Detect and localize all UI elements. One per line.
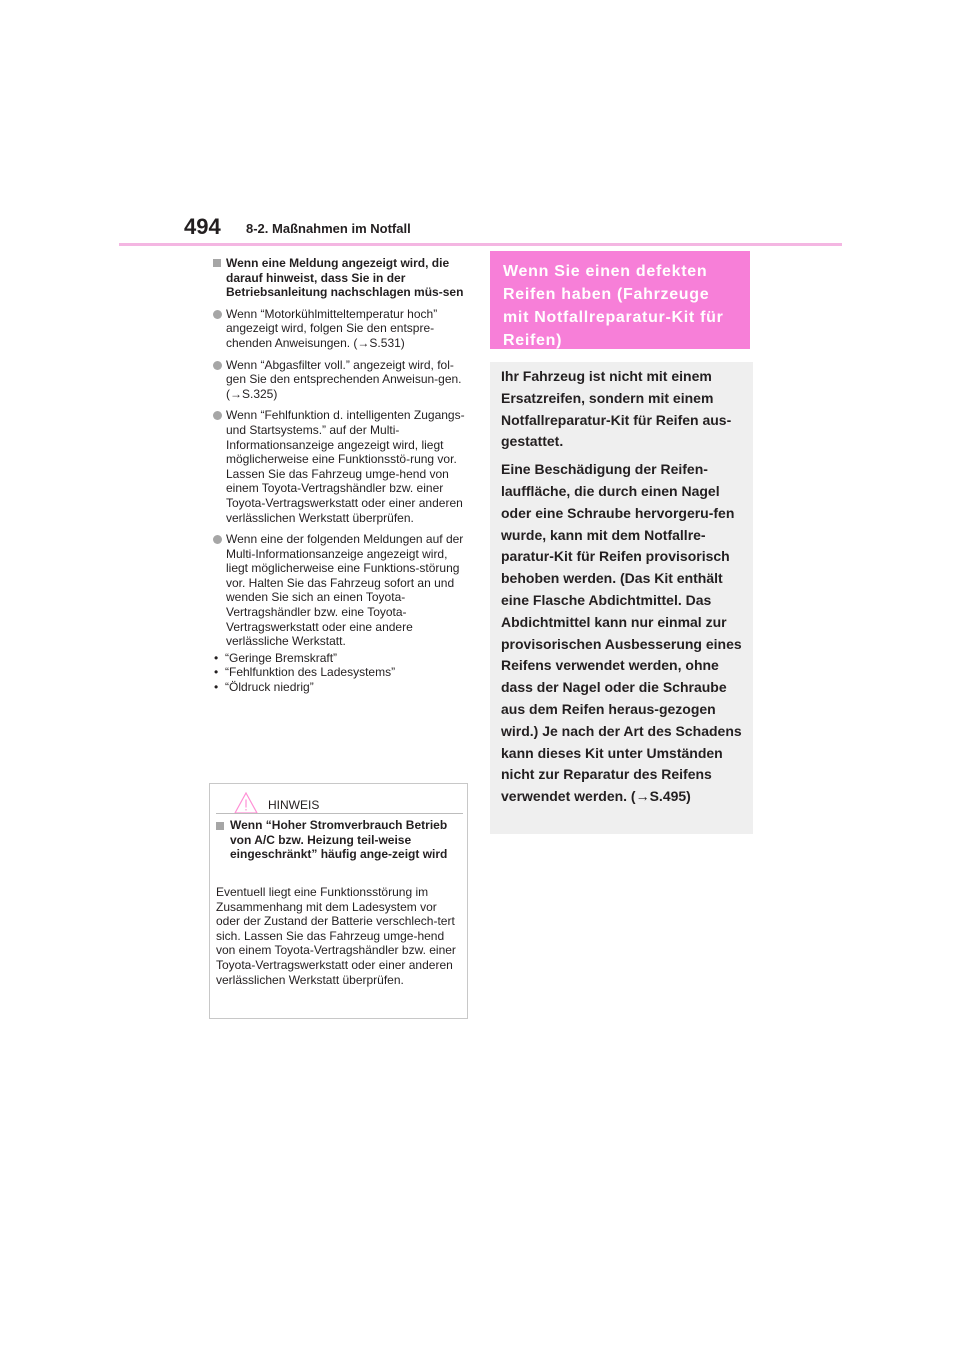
list-item: Wenn “Motorkühlmitteltemperatur hoch” angezeigt wird, folgen Sie den entspre-chenden Anweisungen. (→S.531) [213,307,469,351]
page-number: 494 [184,214,221,239]
circle-bullet-icon [213,310,222,319]
section-title: 8-2. Maßnahmen im Notfall [246,221,411,236]
message-list-item: • “Geringe Bremskraft” [214,650,338,665]
note-box [209,783,468,1019]
message-list-item: • “Öldruck niedrig” [214,680,314,695]
note-divider [216,813,463,814]
note-body: Eventuell liegt eine Funktionsstörung im Zusammenhang mit dem Ladesystem vor oder der Zustand der Batterie verschlech-tert sich. Lassen Sie das Fahrzeug umge-hend von einem Toyota-Vertragshändler bzw. einer Toyota-Vertragswerkstatt oder einer anderen verlässlichen Werkstatt überprüfen. [216,885,456,987]
message-list-item: • “Fehlfunktion des Ladesystems” [214,665,396,680]
intro-paragraph: Ihr Fahrzeug ist nicht mit einem Ersatzreifen, sondern mit einem Notfallreparatur-Kit für Reifen aus-gestattet. [501,368,732,450]
dot-bullet-icon: • [214,665,219,680]
list-item: Wenn eine der folgenden Meldungen auf der Multi-Informationsanzeige angezeigt wird, liegt möglicherweise eine Funktions-störung vor. Halten Sie das Fahrzeug sofort an und wenden Sie sich an einen Toyota-Vertragshändler bzw. eine Toyota-Vertragswerkstatt oder eine andere verlässliche Werkstatt. [213,532,469,649]
header-rule [119,243,842,246]
circle-bullet-icon [213,535,222,544]
dot-bullet-icon: • [214,650,219,665]
square-bullet-icon [213,259,221,267]
warning-icon [234,792,258,814]
left-column [213,256,469,695]
note-heading: Wenn “Hoher Stromverbrauch Betrieb von A/C bzw. Heizung teil-weise eingeschränkt” häufig ange-zeigt wird [216,818,461,862]
section-heading: Wenn Sie einen defekten Reifen haben (Fahrzeuge mit Notfallreparatur-Kit für Reifen) [503,263,724,349]
message-heading: Wenn eine Meldung angezeigt wird, die darauf hinweist, dass Sie in der Betriebsanleitung nachschlagen müs-sen [213,256,469,300]
circle-bullet-icon [213,361,222,370]
list-item: Wenn “Abgasfilter voll.” angezeigt wird, fol-gen Sie den entsprechenden Anweisun-gen. (→S.325) [213,358,469,402]
intro-panel [490,362,753,834]
circle-bullet-icon [213,411,222,420]
intro-paragraph: Eine Beschädigung der Reifen-lauffläche, die durch einen Nagel oder eine Schraube hervorgeru-fen wurde, kann mit dem Notfallre-paratur-Kit für Reifen provisorisch behoben werden. (Das Kit enthält eine Flasche Abdichtmittel. Das Abdichtmittel kann nur einmal zur provisorischen Ausbesserung eines Reifens verwendet werden, ohne dass der Nagel oder die Schraube aus dem Reifen heraus-gezogen wird.) Je nach der Art des Schadens kann dieses Kit unter Umständen nicht zur Reparatur des Reifens verwendet werden. (→S.495) [501,461,742,805]
dot-bullet-icon: • [214,680,219,695]
message-list [213,651,469,695]
list-item: Wenn “Fehlfunktion d. intelligenten Zugangs- und Startsystems.” auf der Multi-Informationsanzeige angezeigt wird, liegt möglicherweise eine Funktionsstö-rung vor. Lassen Sie das Fahrzeug umge-hend von einem Toyota-Vertragshändler bzw. einer Toyota-Vertragswerkstatt oder einer anderen verlässlichen Werkstatt überprüfen. [213,408,469,525]
square-bullet-icon [216,822,224,830]
note-label: HINWEIS [268,798,320,812]
section-heading-box [490,251,750,349]
